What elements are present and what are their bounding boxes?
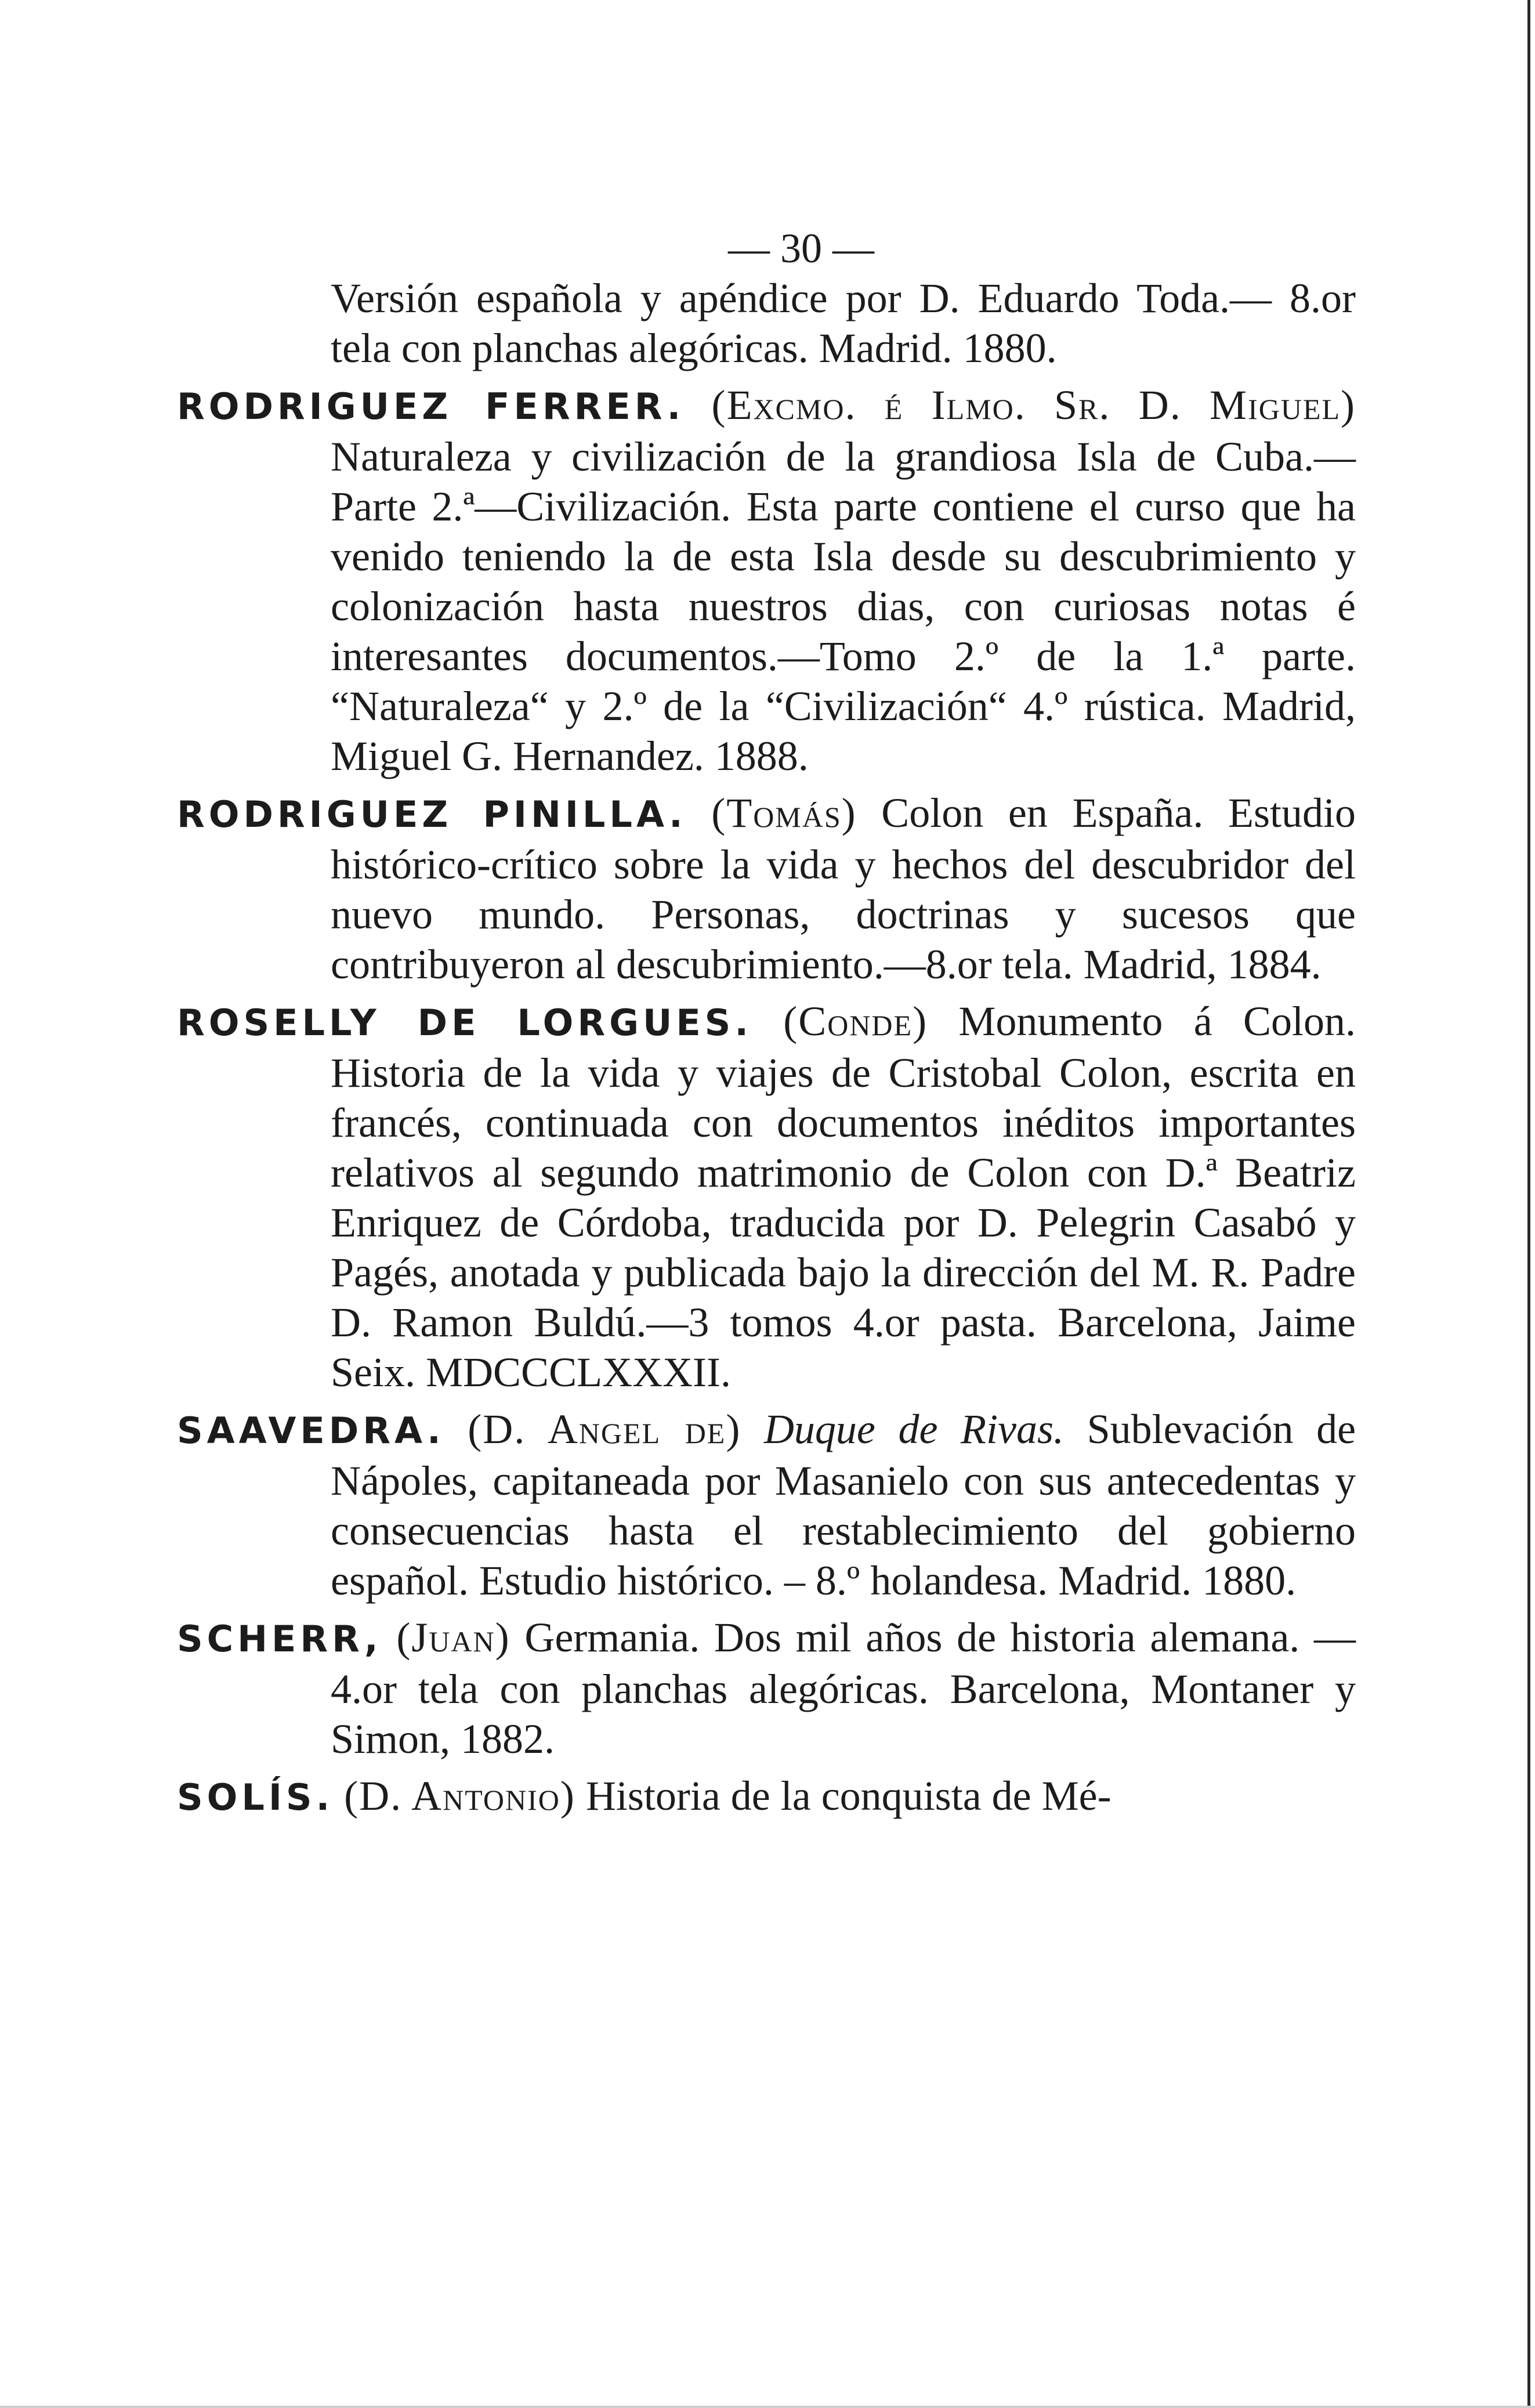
entry-author-name: (Juan) <box>396 1614 511 1661</box>
entry-author-name: (Tomás) <box>711 790 857 836</box>
entry-description: Sublevación de Nápoles, capitaneada por Masanielo con sus antecedentas y consecuencias hasta el restablecimiento del gobierno español. Estudio histórico. – 8.º holandesa. Madrid. 1880. <box>331 1406 1356 1604</box>
entry-description: Germania. Dos mil años de historia alemana. —4.or tela con planchas alegóricas. Barcelona, Montaner y Simon, 1882. <box>331 1614 1356 1762</box>
entry-author-title: Duque de Rivas. <box>763 1406 1064 1452</box>
entry-author: ROSELLY DE LORGUES. <box>177 1001 752 1044</box>
entry-description: Colon en España. Estudio histórico-crítico sobre la vida y hechos del descubridor del nuevo mundo. Personas, doctrinas y sucesos que contribuyeron al descubrimiento.—8.or tela. Madrid, 1884. <box>331 790 1356 988</box>
page-edge-line <box>1527 0 1530 2408</box>
entry-author-name: (D. Antonio) <box>344 1773 575 1819</box>
bibliography-entry <box>177 380 1356 781</box>
document-page <box>177 223 1356 1829</box>
bibliography-entry <box>177 1404 1356 1606</box>
bibliography-entry <box>177 1771 1356 1823</box>
entry-description: Monumento á Colon. Historia de la vida y viajes de Cristobal Colon, escrita en francés, continuada con documentos inéditos importantes relativos al segundo matrimonio de Colon con D.ª Beatriz Enriquez de Córdoba, traducida por D. Pelegrin Casabó y Pagés, anotada y publicada bajo la dirección del M. R. Padre D. Ramon Buldú.—3 tomos 4.or pasta. Barcelona, Jaime Seix. MDCCCLXXXII. <box>331 998 1356 1395</box>
bibliography-entry <box>177 1612 1356 1764</box>
entry-author: SAAVEDRA. <box>177 1409 445 1452</box>
entry-author: SOLÍS. <box>177 1776 334 1818</box>
bibliography-entry <box>177 788 1356 989</box>
entry-author: RODRIGUEZ FERRER. <box>177 385 685 428</box>
page-bottom-edge <box>0 2406 1535 2408</box>
entry-author-name: (D. Angel de) <box>468 1406 741 1452</box>
entry-author-name: (Conde) <box>783 998 928 1044</box>
page-number: — 30 — <box>728 225 874 272</box>
entry-description: Historia de la conquista de Mé- <box>585 1773 1112 1819</box>
entry-author-name: (Excmo. é Ilmo. Sr. D. Miguel) <box>711 382 1356 428</box>
entry-author: RODRIGUEZ PINILLA. <box>177 793 687 836</box>
entry-description: Naturaleza y civilización de la grandiosa Isla de Cuba.—Parte 2.ª—Civilización. Esta parte contiene el curso que ha venido teniendo la de esta Isla desde su descubrimiento y colonización hasta nuestros dias, con curiosas notas é interesantes documentos.—Tomo 2.º de la 1.ª parte. “Naturaleza“ y 2.º de la “Civilización“ 4.º rústica. Madrid, Miguel G. Hernandez. 1888. <box>331 433 1356 779</box>
entry-author: SCHERR, <box>177 1618 382 1660</box>
continued-entry-text: Versión española y apéndice por D. Eduardo Toda.— 8.or tela con planchas alegóricas. Madrid. 1880. <box>331 275 1356 371</box>
bibliography-entry <box>177 996 1356 1397</box>
